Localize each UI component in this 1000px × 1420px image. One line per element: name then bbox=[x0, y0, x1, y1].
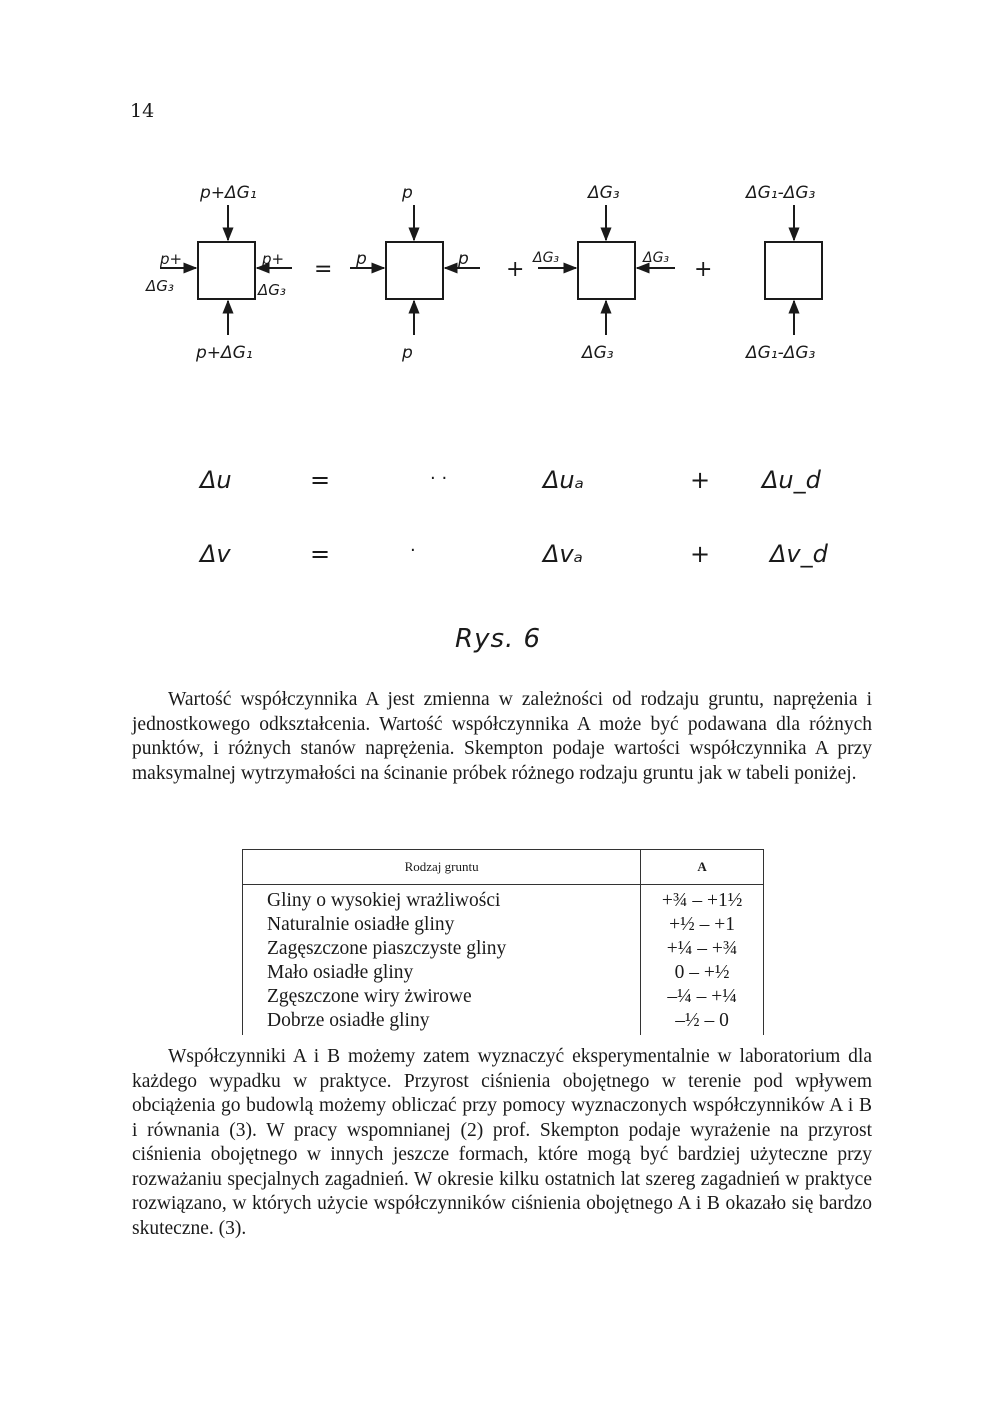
table-row bbox=[243, 961, 764, 985]
soil-name: Mało osiadłe gliny bbox=[243, 961, 641, 985]
equation-v bbox=[198, 540, 829, 568]
element-box-4 bbox=[765, 242, 822, 299]
box1-left-top-label: p+ bbox=[160, 250, 183, 268]
box3-bottom-label: ΔG₃ bbox=[582, 343, 614, 363]
paragraph-conclusion: Współczynniki A i B możemy zatem wyznaczyć eksperymentalnie w laboratorium dla każdego wypadku w praktyce. Przyrost ciśnienia obojętnego w terenie pod wpływem obciążenia go budowlą możemy obliczać przy pomocy wyznaczonych współczynników A i B i równania (3). W pracy wspomnianej (2) prof. Skempton podaje wyrażenie na przyrost ciśnienia obojętnego w innych jeszcze formach, które mogą być bardziej użyteczne przy rozważaniu specjalnych zagadnień. W okresie kilku ostatnich lat szereg zagadnień w praktyce rozwiązano, w których użycie współczynników ciśnienia obojętnego A i B okazało się bardzo skuteczne. (3). bbox=[132, 1046, 872, 1239]
page-number: 14 bbox=[130, 100, 155, 122]
table-row bbox=[243, 937, 764, 961]
coefficient-range: –¼ – +¼ bbox=[641, 985, 764, 1009]
eq-u-term1: Δuₐ bbox=[543, 466, 585, 494]
soil-name: Dobrze osiadłe gliny bbox=[243, 1009, 641, 1035]
box1-right-top-label: p+ bbox=[262, 250, 285, 268]
eq-v-term1: Δvₐ bbox=[543, 540, 584, 568]
operator-equals: = bbox=[314, 257, 333, 282]
eq-u-dots: · · bbox=[430, 468, 448, 489]
soil-name: Naturalnie osiadłe gliny bbox=[243, 913, 641, 937]
table-row bbox=[243, 985, 764, 1009]
coefficient-range: +½ – +1 bbox=[641, 913, 764, 937]
box3-left-label: ΔG₃ bbox=[533, 250, 560, 266]
table-row bbox=[243, 913, 764, 937]
header-coefficient-a: A bbox=[641, 850, 764, 885]
header-soil-type: Rodzaj gruntu bbox=[243, 850, 641, 885]
soil-name: Zagęszczone piaszczyste gliny bbox=[243, 937, 641, 961]
eq-u-lhs: Δu bbox=[200, 466, 232, 494]
box2-top-label: p bbox=[402, 183, 413, 203]
eq-v-equals: = bbox=[310, 540, 331, 568]
box1-bottom-label: p+ΔG₁ bbox=[196, 343, 253, 363]
table-row bbox=[243, 885, 764, 914]
figure-caption: Rys. 6 bbox=[455, 624, 542, 654]
paragraph-intro: Wartość współczynnika A jest zmienna w zależności od rodzaju gruntu, naprężenia i jednostkowego odkształcenia. Wartość współczynnika A może być podawana dla różnych punktów, i różnych stanów naprężenia. Skempton podaje wartości współczynnika A przy maksymalnej wytrzymałości na ścinanie próbek różnego rodzaju gruntu jak w tabeli poniżej. bbox=[132, 689, 872, 784]
table-header-row bbox=[243, 850, 764, 885]
box2-left-label: p bbox=[356, 249, 367, 269]
box1-left-bottom-label: ΔG₃ bbox=[146, 277, 174, 295]
element-box-3 bbox=[578, 242, 635, 299]
eq-u-equals: = bbox=[310, 466, 331, 494]
operator-plus-1: + bbox=[506, 257, 525, 282]
soil-name: Zgęszczone wiry żwirowe bbox=[243, 985, 641, 1009]
table-row bbox=[243, 1009, 764, 1035]
soil-coefficient-table bbox=[242, 849, 764, 1035]
box2-bottom-label: p bbox=[402, 343, 413, 363]
coefficient-range: +¼ – +¾ bbox=[641, 937, 764, 961]
displacement-equations bbox=[0, 455, 1000, 585]
eq-v-plus: + bbox=[690, 540, 711, 568]
stress-decomposition-figure bbox=[0, 170, 1000, 380]
box4-bottom-label: ΔG₁-ΔG₃ bbox=[746, 343, 816, 363]
box4-top-label: ΔG₁-ΔG₃ bbox=[746, 183, 816, 203]
operator-plus-2: + bbox=[694, 257, 713, 282]
coefficient-range: –½ – 0 bbox=[641, 1009, 764, 1035]
box3-top-label: ΔG₃ bbox=[588, 183, 620, 203]
eq-u-term2: Δu_d bbox=[762, 466, 821, 494]
eq-v-dots: · bbox=[410, 540, 416, 561]
box1-right-bottom-label: ΔG₃ bbox=[258, 281, 286, 299]
coefficient-range: 0 – +½ bbox=[641, 961, 764, 985]
coefficient-range: +¾ – +1½ bbox=[641, 885, 764, 914]
soil-name: Gliny o wysokiej wrażliwości bbox=[243, 885, 641, 914]
equation-u bbox=[198, 466, 822, 494]
element-box-2 bbox=[386, 242, 443, 299]
box1-top-label: p+ΔG₁ bbox=[200, 183, 257, 203]
box2-right-label: p bbox=[458, 249, 469, 269]
box3-right-label: ΔG₃ bbox=[643, 250, 670, 266]
element-box-1 bbox=[198, 242, 255, 299]
eq-u-plus: + bbox=[690, 466, 711, 494]
eq-v-lhs: Δv bbox=[200, 540, 231, 568]
eq-v-term2: Δv_d bbox=[770, 540, 828, 568]
